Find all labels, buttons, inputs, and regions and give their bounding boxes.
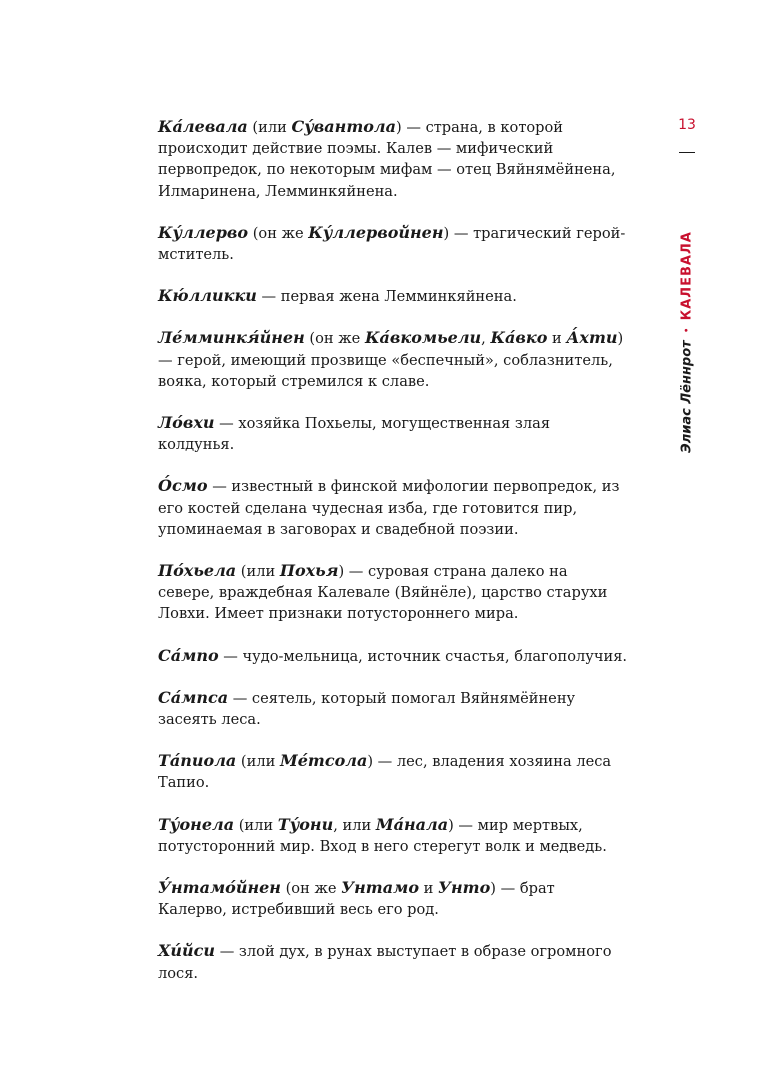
glossary-text: (или bbox=[234, 816, 278, 834]
glossary-term: Ку́ллерво bbox=[158, 222, 249, 242]
glossary-text: , или bbox=[333, 816, 376, 834]
glossary-term: Ма́нала bbox=[375, 814, 449, 834]
glossary-text: ) — трагический герой-мститель. bbox=[158, 224, 626, 264]
glossary-text: — чудо-мельница, источник счастья, благополучия. bbox=[218, 647, 628, 665]
glossary-text: (он же bbox=[304, 330, 365, 348]
glossary-text: (или bbox=[247, 119, 292, 136]
glossary-text: ) — герой, имеющий прозвище «беспечный», соблазнитель, вояка, который стремился к славе. bbox=[158, 330, 624, 390]
glossary-term: Та́пиола bbox=[158, 751, 237, 771]
glossary-text: ) — суровая страна далеко на севере, враждебная Калевале (Вяйнёле), царство старухи Ловхи. Имеет признаки потустороннего мира. bbox=[158, 563, 608, 623]
glossary-term: Ка́вкомьели bbox=[364, 328, 482, 348]
glossary-term: Су́вантола bbox=[291, 117, 396, 136]
glossary-term: Кю́лликки bbox=[158, 286, 257, 306]
running-head bbox=[680, 231, 695, 453]
glossary-text: — злой дух, в рунах выступает в образе огромного лося. bbox=[158, 943, 612, 982]
glossary-text: и bbox=[547, 330, 567, 348]
glossary-term: Ло́вхи bbox=[158, 413, 215, 433]
glossary-term: Ме́тсола bbox=[280, 751, 368, 771]
glossary-term: О́смо bbox=[158, 476, 208, 496]
glossary-term: По́хьела bbox=[158, 561, 237, 581]
glossary-text: — сеятель, который помогал Вяйнямёйнену засеять леса. bbox=[158, 689, 576, 729]
glossary-entry bbox=[158, 116, 628, 202]
glossary-entry bbox=[158, 327, 628, 392]
header-rule bbox=[679, 152, 695, 153]
glossary-entry bbox=[158, 940, 628, 983]
glossary-term: Ка́левала bbox=[158, 117, 248, 136]
glossary-entry bbox=[158, 645, 628, 667]
glossary-text: ) — брат Калерво, истребивший весь его род. bbox=[158, 880, 555, 919]
glossary-term: Ту́они bbox=[277, 814, 334, 834]
glossary-text: — первая жена Лемминкяйнена. bbox=[256, 288, 517, 306]
glossary-text: (он же bbox=[280, 880, 342, 898]
glossary-text: ) — лес, владения хозяина леса Тапио. bbox=[158, 753, 612, 792]
glossary-term: Хи́йси bbox=[158, 941, 216, 961]
glossary-term: Ле́мминкя́йнен bbox=[158, 328, 305, 348]
glossary-text: и bbox=[418, 880, 438, 898]
glossary-text: (или bbox=[236, 563, 280, 581]
glossary-entry bbox=[158, 814, 628, 857]
glossary-text: — хозяйка Похьелы, могущественная злая колдунья. bbox=[158, 415, 551, 454]
glossary-term: Унтамо bbox=[341, 878, 419, 898]
page-number: 13 bbox=[678, 117, 696, 133]
glossary-term: У́нтамо́йнен bbox=[158, 878, 281, 898]
glossary-term: Ту́онела bbox=[158, 814, 235, 834]
glossary-term: Ка́вко bbox=[490, 328, 548, 348]
glossary-text: ) — страна, в которой происходит действие поэмы. Калев — мифический первопредок, по некоторым мифам — отец Вяйнямёйнена, Илмаринена, Лемминкяйнена. bbox=[158, 119, 616, 200]
glossary-entry bbox=[158, 687, 628, 730]
glossary-text: — известный в финской мифологии первопредок, из его костей сделана чудесная изба, где готовится пир, упоминаемая в заговорах и свадебной поэзии. bbox=[158, 478, 620, 538]
glossary-entry bbox=[158, 475, 628, 540]
glossary-term: Са́мпо bbox=[158, 645, 219, 665]
glossary-term: Са́мпса bbox=[158, 687, 229, 707]
running-head-title: КАЛЕВАЛА bbox=[679, 231, 695, 321]
glossary-term: Унто bbox=[438, 878, 491, 898]
glossary-entry bbox=[158, 285, 628, 307]
glossary-list bbox=[158, 116, 628, 1004]
glossary-entry bbox=[158, 750, 628, 793]
glossary-entry bbox=[158, 877, 628, 920]
glossary-text: ) — мир мертвых, потусторонний мир. Вход в него стерегут волк и медведь. bbox=[158, 816, 607, 855]
glossary-term: Ку́ллервойнен bbox=[308, 222, 444, 242]
glossary-entry bbox=[158, 412, 628, 455]
glossary-entry bbox=[158, 222, 628, 265]
glossary-text: , bbox=[481, 330, 491, 348]
running-head-bullet: • bbox=[681, 327, 693, 334]
glossary-text: (он же bbox=[248, 224, 309, 242]
running-head-author: Элиас Лённрот bbox=[679, 340, 695, 453]
glossary-term: Похья bbox=[279, 561, 339, 581]
glossary-entry bbox=[158, 560, 628, 625]
glossary-text: (или bbox=[236, 753, 280, 771]
glossary-term: А́хти bbox=[566, 328, 618, 348]
